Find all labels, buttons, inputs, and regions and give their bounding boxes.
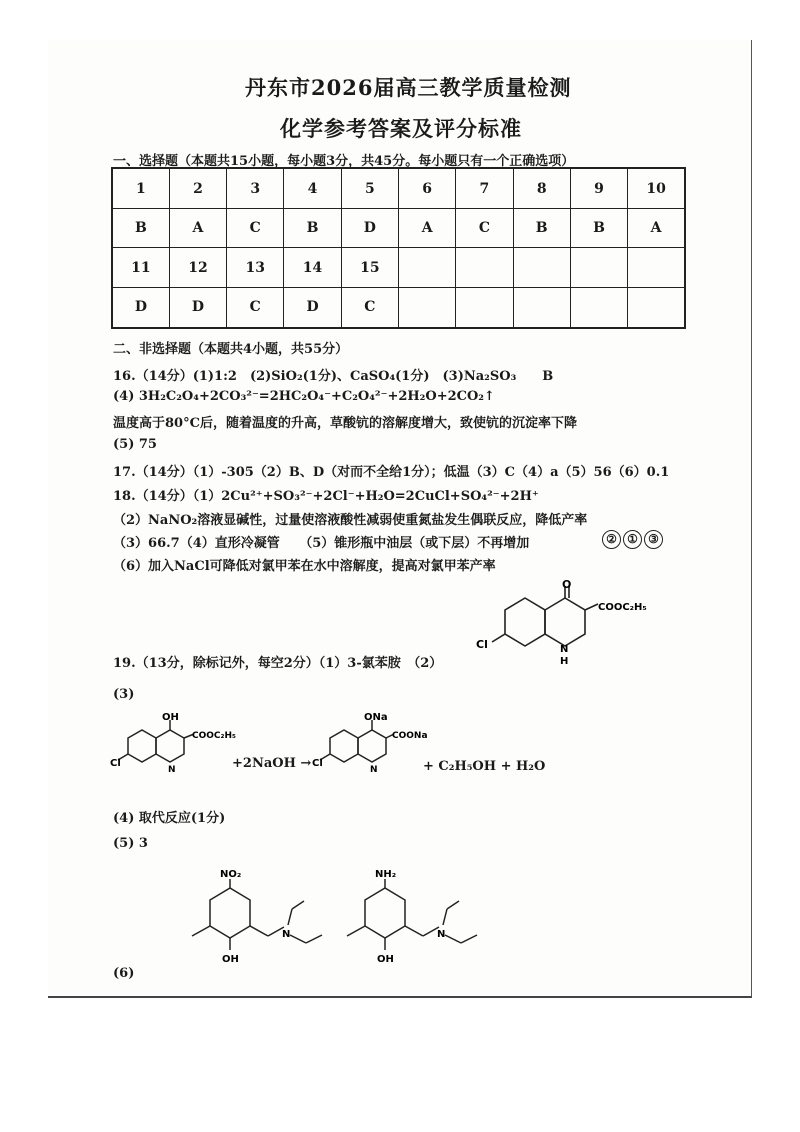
table-cell: D <box>284 287 341 328</box>
atom-label: N <box>370 765 378 775</box>
table-cell: 2 <box>169 168 226 209</box>
atom-label: N <box>282 929 291 940</box>
q16-line4: (5) 75 <box>113 437 157 452</box>
table-cell <box>628 287 685 328</box>
table-cell <box>513 287 570 328</box>
table-row <box>112 287 685 328</box>
table-cell: 6 <box>398 168 455 209</box>
q19-part3: (3) <box>113 687 135 702</box>
page-title: 丹东市2026届高三教学质量检测 <box>245 75 572 100</box>
q16-line1: 16.（14分）(1)1:2 (2)SiO₂(1分)、CaSO₄(1分) (3)Na₂SO₃ B <box>113 369 554 384</box>
table-cell: B <box>284 209 341 248</box>
table-cell: A <box>628 209 685 248</box>
atom-label: OH <box>377 954 394 965</box>
atom-label: NH₂ <box>375 869 397 880</box>
atom-label: Cl <box>312 758 323 769</box>
table-cell: 5 <box>341 168 398 209</box>
table-cell: 4 <box>284 168 341 209</box>
structure-19-6-amino <box>325 865 485 980</box>
table-row <box>112 168 685 209</box>
q18-line1: 18.（14分）（1）2Cu²⁺+SO₃²⁻+2Cl⁻+H₂O=2CuCl+SO₄²⁻+2H⁺ <box>113 489 539 504</box>
table-cell <box>628 248 685 287</box>
table-cell: 11 <box>112 248 169 287</box>
atom-label: OH <box>162 712 179 723</box>
table-cell: 14 <box>284 248 341 287</box>
atom-label: COONa <box>392 731 428 741</box>
q18-line4: （6）加入NaCl可降低对氯甲苯在水中溶解度，提高对氯甲苯产率 <box>113 559 496 574</box>
atom-label: N <box>168 765 176 775</box>
page-subtitle: 化学参考答案及评分标准 <box>280 116 522 141</box>
table-cell: 13 <box>227 248 284 287</box>
order-mark: ② <box>602 530 621 549</box>
atom-label: ONa <box>364 712 388 723</box>
table-cell: C <box>227 209 284 248</box>
table-cell: C <box>227 287 284 328</box>
table-cell <box>398 287 455 328</box>
q18-line3: （3）66.7（4）直形冷凝管 （5）锥形瓶中油层（或下层）不再增加 <box>113 536 530 551</box>
section1-heading: 一、选择题（本题共15小题，每小题3分，共45分。每小题只有一个正确选项） <box>113 154 575 169</box>
table-cell: C <box>341 287 398 328</box>
atom-label: COOC₂H₅ <box>598 602 647 613</box>
order-mark: ③ <box>644 530 663 549</box>
q19-part6: (6) <box>113 966 135 981</box>
structure-19-2 <box>470 580 670 670</box>
table-cell: 12 <box>169 248 226 287</box>
table-cell: D <box>169 287 226 328</box>
q16-line2: (4) 3H₂C₂O₄+2CO₃²⁻=2HC₂O₄⁻+C₂O₄²⁻+2H₂O+2CO₂↑ <box>113 389 495 404</box>
table-cell <box>456 287 513 328</box>
table-cell: A <box>398 209 455 248</box>
table-row <box>112 209 685 248</box>
q18-order <box>602 530 665 549</box>
table-cell: D <box>341 209 398 248</box>
table-cell <box>456 248 513 287</box>
table-cell <box>398 248 455 287</box>
answer-table <box>111 167 686 329</box>
table-cell: C <box>456 209 513 248</box>
atom-label: N <box>437 929 446 940</box>
q17-line1: 17.（14分）（1）-305（2）B、D（对而不全给1分）；低温（3）C（4）a（5）56（6）0.1 <box>113 465 670 480</box>
table-cell: 1 <box>112 168 169 209</box>
q19-line1: 19.（13分，除标记外，每空2分）（1）3-氯苯胺 （2） <box>113 656 443 671</box>
order-mark: ① <box>623 530 642 549</box>
structure-19-3-product <box>312 708 428 783</box>
table-cell: D <box>112 287 169 328</box>
table-row <box>112 248 685 287</box>
table-cell: B <box>112 209 169 248</box>
atom-label: H <box>560 656 569 667</box>
table-cell <box>570 287 627 328</box>
atom-label: N <box>560 644 569 655</box>
table-cell: B <box>570 209 627 248</box>
atom-label: COOC₂H₅ <box>192 731 236 741</box>
structure-19-3-reactant <box>110 708 236 783</box>
q19-eq-reagent: +2NaOH → <box>232 756 312 771</box>
q16-line3: 温度高于80°C后，随着温度的升高，草酸钪的溶解度增大，致使钪的沉淀率下降 <box>113 416 577 431</box>
q19-part4: (4) 取代反应(1分) <box>113 811 226 826</box>
table-cell: 8 <box>513 168 570 209</box>
atom-label: Cl <box>110 758 121 769</box>
table-cell <box>513 248 570 287</box>
atom-label: O <box>562 578 572 591</box>
table-cell: 7 <box>456 168 513 209</box>
atom-label: OH <box>222 954 239 965</box>
table-cell: A <box>169 209 226 248</box>
structure-19-5-nitro <box>170 865 330 980</box>
q18-line2: （2）NaNO₂溶液显碱性，过量使溶液酸性减弱使重氮盐发生偶联反应，降低产率 <box>113 513 588 528</box>
table-cell: B <box>513 209 570 248</box>
table-cell: 9 <box>570 168 627 209</box>
q19-part5: (5) 3 <box>113 836 148 851</box>
atom-label: Cl <box>476 638 488 651</box>
q19-eq-products: + C₂H₅OH + H₂O <box>423 759 546 774</box>
atom-label: NO₂ <box>220 869 242 880</box>
table-cell: 3 <box>227 168 284 209</box>
table-cell: 15 <box>341 248 398 287</box>
section2-heading: 二、非选择题（本题共4小题，共55分） <box>113 342 349 357</box>
table-cell: 10 <box>628 168 685 209</box>
table-cell <box>570 248 627 287</box>
